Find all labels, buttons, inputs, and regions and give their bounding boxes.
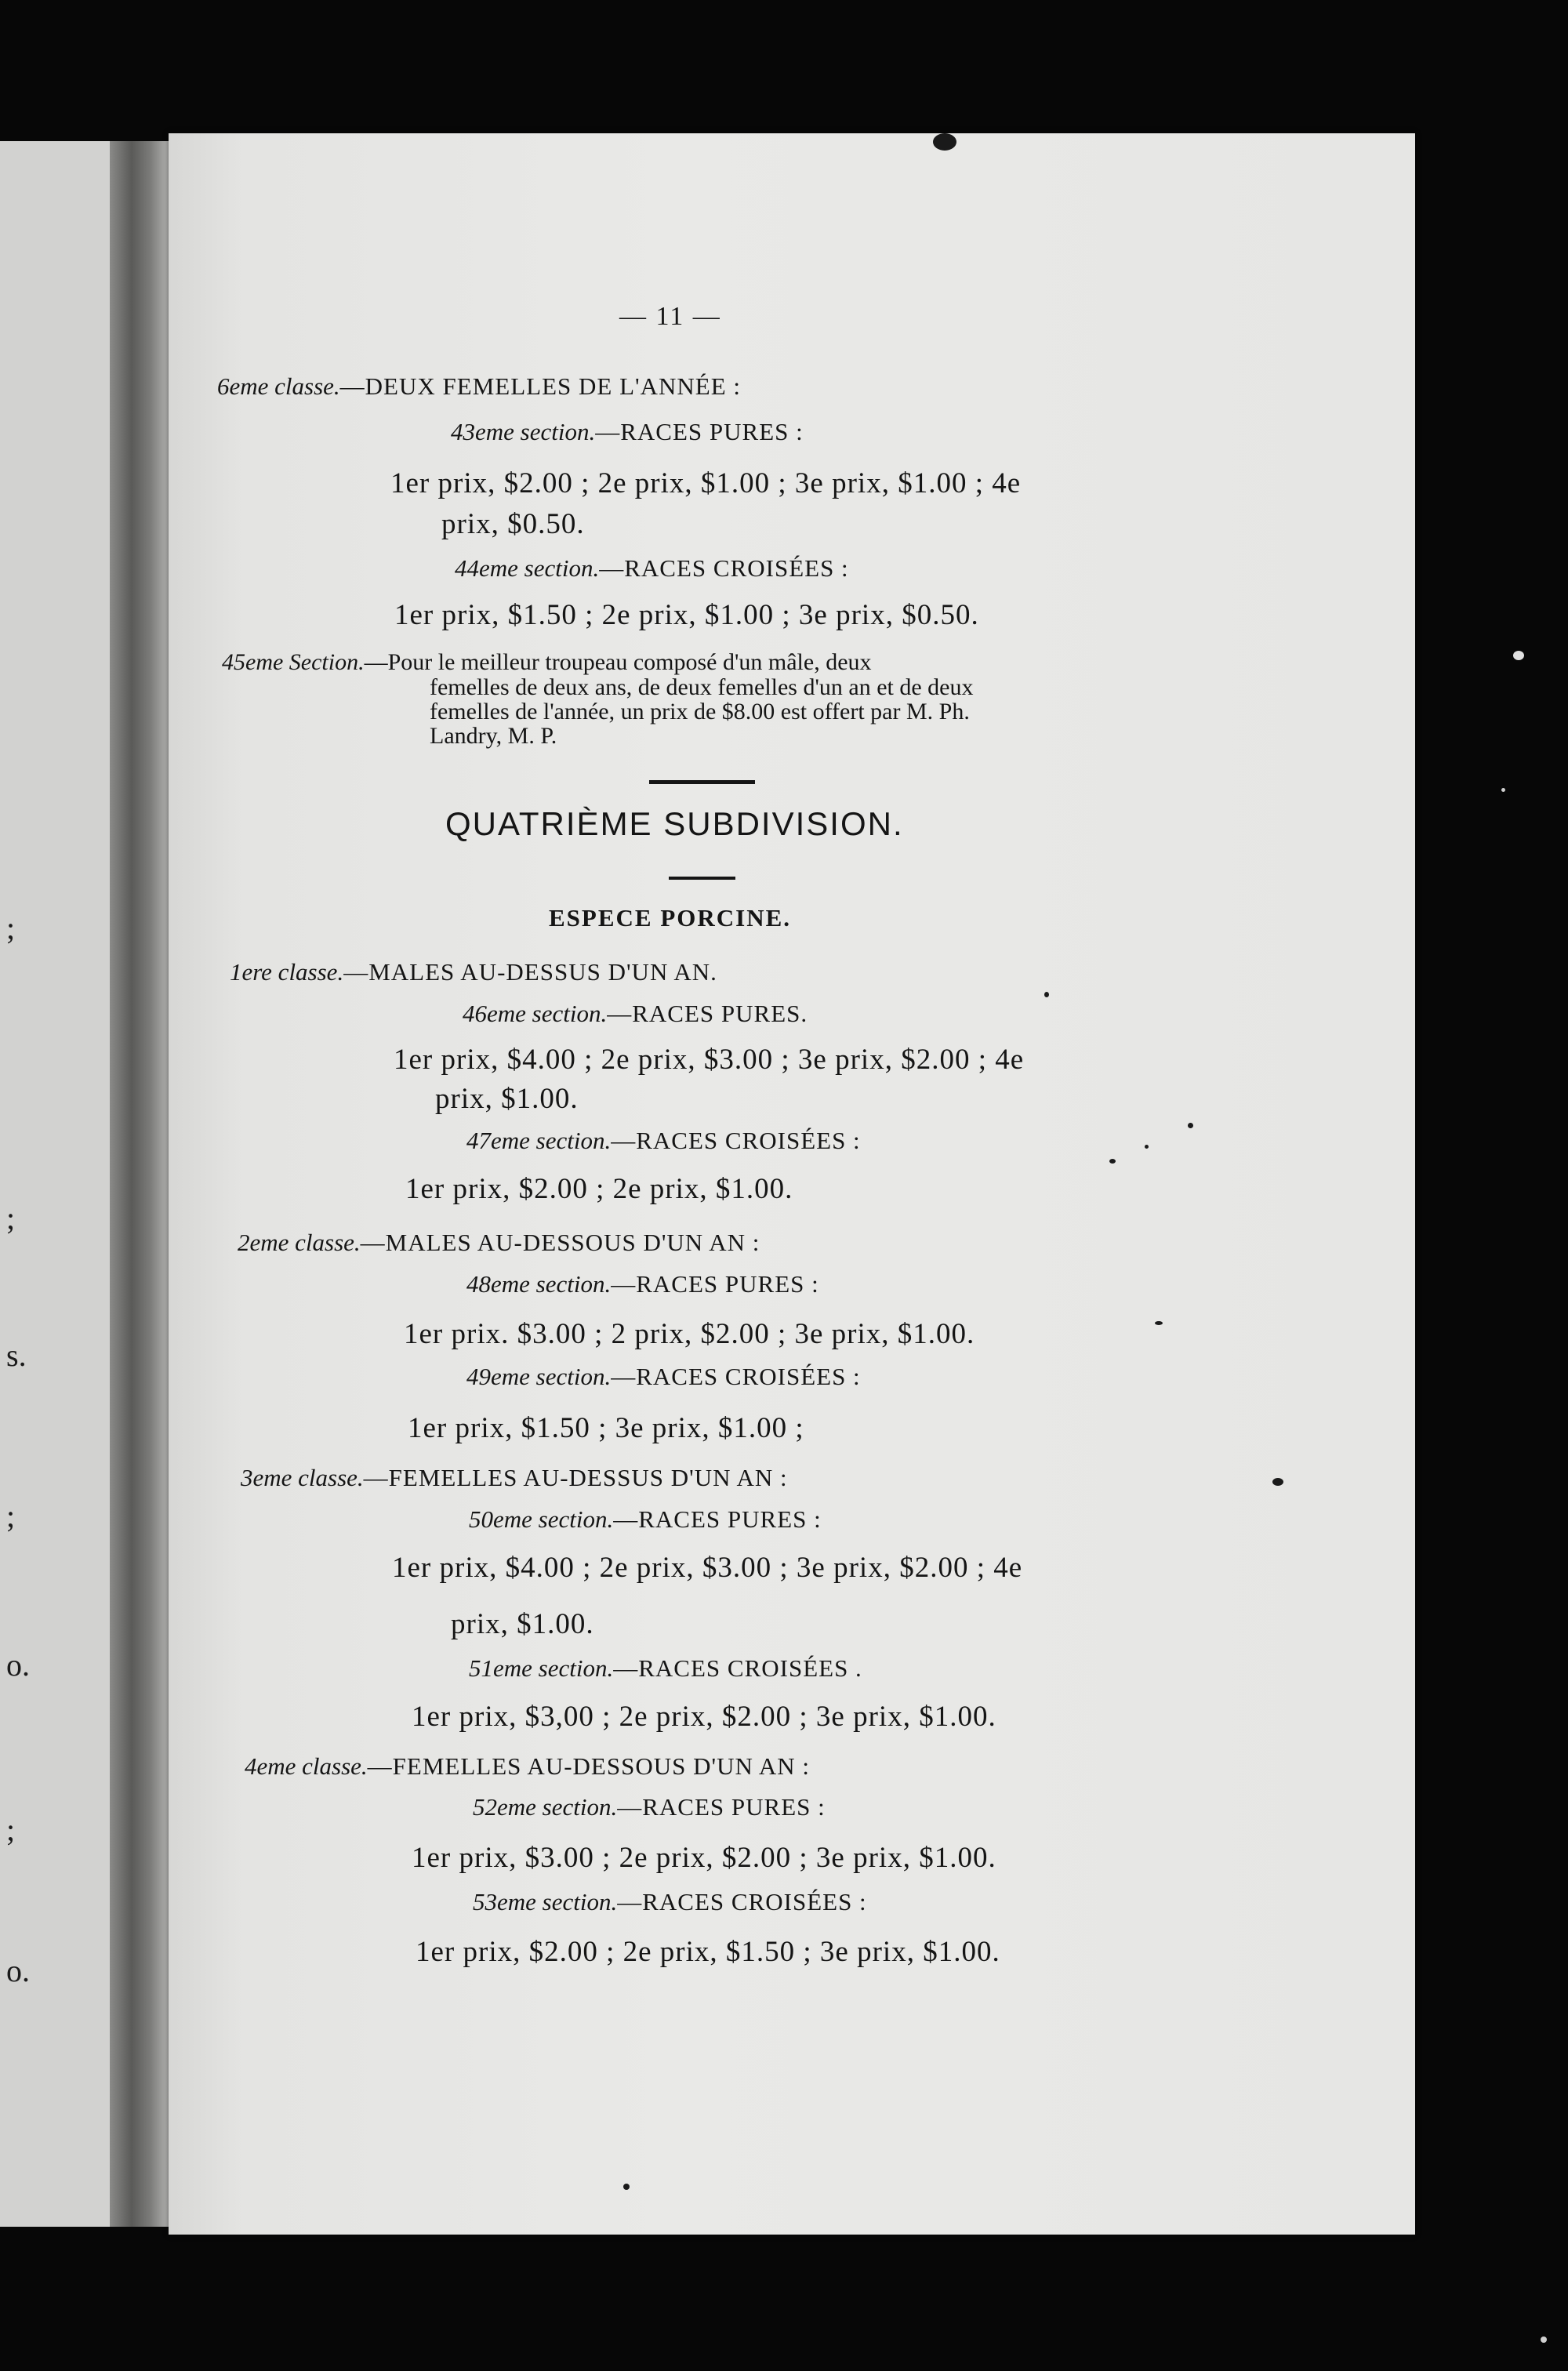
section-label: 47eme section. [466,1127,612,1154]
classe-label: 3eme classe. [241,1464,364,1491]
scan-speck [1109,1159,1116,1164]
classe-heading [230,958,717,986]
prize-line: prix, $0.50. [441,508,585,540]
left-edge-mark: o. [6,1647,30,1683]
scan-speck [1541,2337,1547,2343]
section-heading [473,1888,867,1916]
section-label: 43eme section. [451,418,596,445]
divider-rule [649,780,755,784]
section-title: —RACES CROISÉES : [599,554,849,582]
classe-label: 1ere classe. [230,958,344,986]
scan-speck [1044,992,1049,997]
section-label: 53eme section. [473,1888,618,1915]
classe-title: —FEMELLES AU-DESSOUS D'UN AN : [367,1752,811,1780]
scan-speck [1155,1321,1163,1325]
section-title: —RACES CROISÉES . [613,1654,862,1682]
section-label: 49eme section. [466,1363,612,1390]
paragraph-line: Landry, M. P. [430,723,557,749]
section-label: 45eme Section. [222,649,365,675]
section-heading [466,1270,819,1298]
section-heading [466,1127,861,1155]
section-label: 50eme section. [469,1505,614,1533]
section-heading [455,554,849,583]
classe-title: —DEUX FEMELLES DE L'ANNÉE : [339,372,741,400]
section-heading [473,1793,826,1821]
page-number: — 11 — [619,302,721,331]
prize-line: 1er prix, $2.00 ; 2e prix, $1.50 ; 3e prix, $1.00. [416,1936,1000,1968]
classe-title: —FEMELLES AU-DESSUS D'UN AN : [363,1464,788,1491]
prize-line: 1er prix, $3,00 ; 2e prix, $2.00 ; 3e prix, $1.00. [412,1701,996,1733]
scan-speck [1188,1123,1193,1128]
divider-rule [669,877,735,880]
scan-speck [1501,788,1505,792]
section-title: —RACES PURES : [611,1270,819,1298]
left-edge-mark: ; [6,1812,16,1847]
prize-line: 1er prix, $1.50 ; 2e prix, $1.00 ; 3e prix, $0.50. [394,599,979,631]
section-heading [466,1363,861,1391]
section-title: —RACES CROISÉES : [617,1888,867,1915]
espece-title: ESPECE PORCINE. [549,904,792,931]
section-heading [469,1505,822,1534]
paragraph-line: femelles de deux ans, de deux femelles d'un an et de deux [430,674,974,700]
section-heading [451,418,804,446]
classe-heading [238,1229,760,1257]
section-title: —RACES CROISÉES : [611,1127,861,1154]
page-gutter [110,141,172,2227]
classe-label: 6eme classe. [217,372,340,400]
prize-line: 1er prix, $4.00 ; 2e prix, $3.00 ; 3e prix, $2.00 ; 4e [392,1552,1023,1584]
classe-heading [241,1464,788,1492]
scan-speck [1272,1478,1283,1486]
prize-line: prix, $1.00. [451,1608,594,1640]
classe-title: —MALES AU-DESSOUS D'UN AN : [360,1229,760,1256]
left-edge-mark: ; [6,1498,16,1534]
prize-line: 1er prix, $3.00 ; 2e prix, $2.00 ; 3e prix, $1.00. [412,1842,996,1874]
scan-speck [1513,651,1524,660]
scan-speck [1145,1145,1149,1149]
section-heading [469,1654,862,1683]
left-edge-mark: ; [6,1200,16,1236]
section-label: 51eme section. [469,1654,614,1682]
subdivision-title: QUATRIÈME SUBDIVISION. [445,805,904,842]
section-label: 46eme section. [463,1000,608,1027]
section-title: —RACES PURES : [613,1505,822,1533]
prize-line: 1er prix, $2.00 ; 2e prix, $1.00 ; 3e prix, $1.00 ; 4e [390,467,1022,499]
prize-line: 1er prix. $3.00 ; 2 prix, $2.00 ; 3e prix, $1.00. [404,1318,975,1350]
paragraph-text: —Pour le meilleur troupeau composé d'un mâle, deux [364,649,872,675]
prize-line: 1er prix, $4.00 ; 2e prix, $3.00 ; 3e prix, $2.00 ; 4e [394,1044,1025,1076]
prize-line: prix, $1.00. [435,1083,579,1115]
section-label: 48eme section. [466,1270,612,1298]
prize-line: 1er prix, $1.50 ; 3e prix, $1.00 ; [408,1412,804,1444]
scan-speck [933,133,956,151]
section-paragraph-line [222,649,872,676]
left-edge-mark: o. [6,1953,30,1988]
section-title: —RACES PURES. [607,1000,808,1027]
left-edge-mark: ; [6,910,16,946]
left-facing-page [0,141,118,2227]
classe-label: 4eme classe. [245,1752,368,1780]
section-heading [463,1000,808,1028]
prize-line: 1er prix, $2.00 ; 2e prix, $1.00. [405,1173,793,1205]
classe-heading [245,1752,810,1781]
section-title: —RACES PURES : [617,1793,826,1821]
scan-speck [623,2184,630,2190]
section-title: —RACES PURES : [595,418,804,445]
section-label: 44eme section. [455,554,600,582]
left-edge-mark: s. [6,1338,27,1373]
classe-heading [217,372,741,401]
document-page [169,133,1415,2235]
section-label: 52eme section. [473,1793,618,1821]
section-title: —RACES CROISÉES : [611,1363,861,1390]
classe-title: —MALES AU-DESSUS D'UN AN. [343,958,717,986]
classe-label: 2eme classe. [238,1229,361,1256]
paragraph-line: femelles de l'année, un prix de $8.00 est offert par M. Ph. [430,699,970,724]
